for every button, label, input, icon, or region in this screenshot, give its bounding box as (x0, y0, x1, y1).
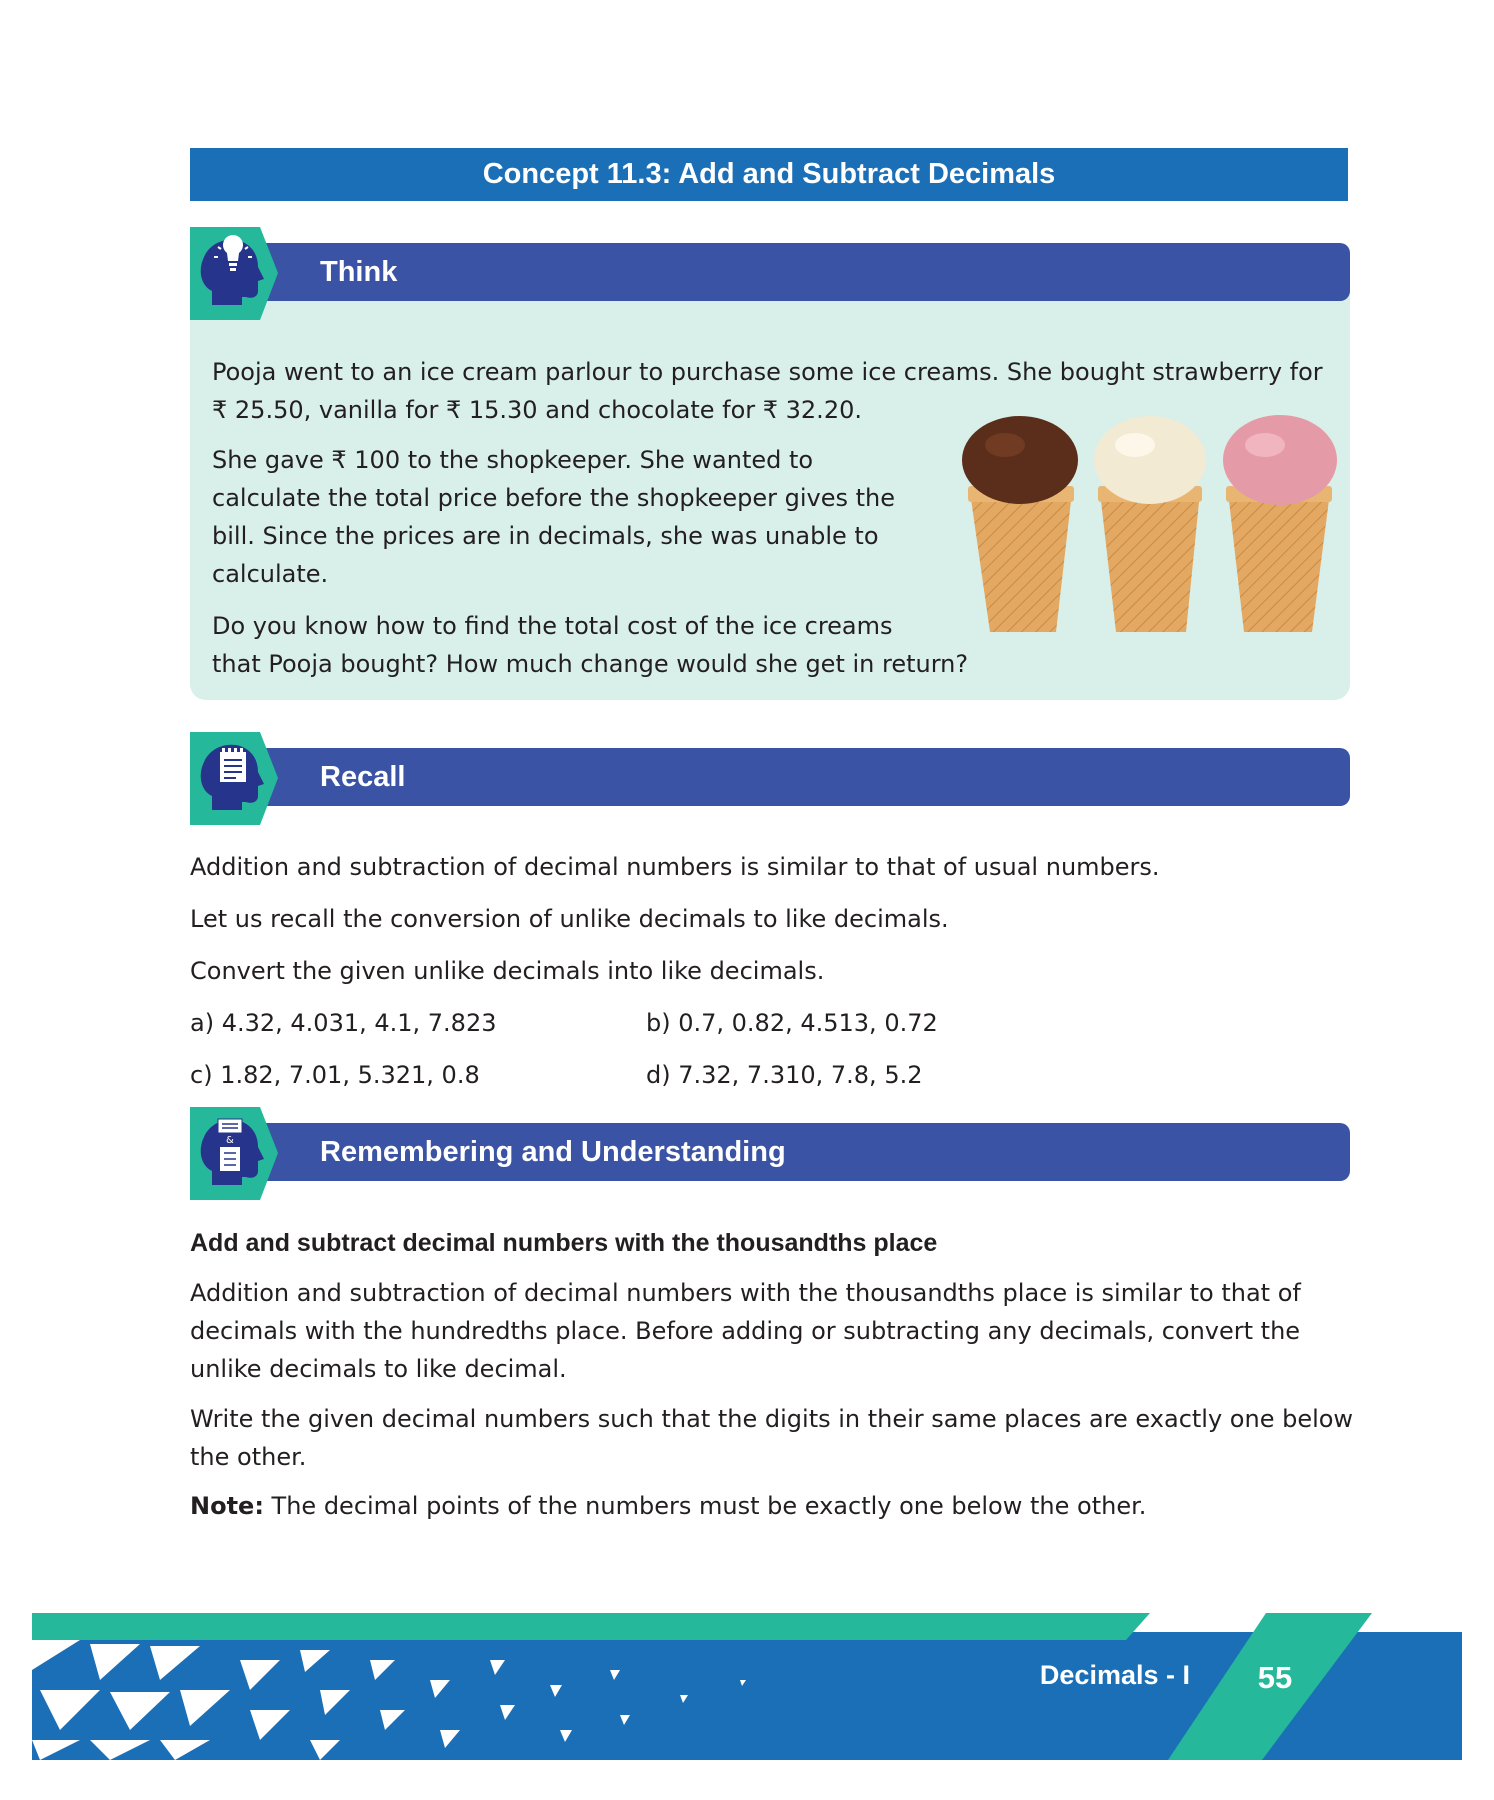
lightbulb-head-icon (190, 227, 278, 320)
concept-title: Concept 11.3: Add and Subtract Decimals (190, 148, 1348, 201)
think-p3-line: Do you know how to find the total cost of the ice creams (212, 612, 893, 640)
think-p2-line: She gave ₹ 100 to the shopkeeper. She wanted to (212, 446, 814, 474)
checklist-head-icon (190, 1107, 278, 1200)
think-paragraph-1: Pooja went to an ice cream parlour to purchase some ice creams. She bought strawberry for ₹ 25.50, vanilla for ₹ 15.30 and chocolate for ₹ 32.20. (212, 358, 1323, 424)
remember-subheading: Add and subtract decimal numbers with the thousandths place (190, 1229, 938, 1257)
remember-paragraph-1: Addition and subtraction of decimal numbers with the thousandths place is similar to that of decimals with the hundredths place. Before adding or subtracting any decimals, convert the unlike decimals to like decimal. (190, 1279, 1301, 1383)
notepad-head-icon (190, 732, 278, 825)
exercise-c: c) 1.82, 7.01, 5.321, 0.8 (190, 1061, 480, 1089)
page-number: 55 (1257, 1660, 1293, 1695)
think-p2-line: calculate the total price before the shopkeeper gives the (212, 484, 896, 512)
remember-note (190, 1487, 1360, 1525)
recall-line-2: Let us recall the conversion of unlike decimals to like decimals. (190, 905, 949, 933)
note-text: The decimal points of the numbers must be exactly one below the other. (263, 1492, 1147, 1520)
cone-vanilla (1094, 416, 1206, 632)
think-heading: Think (320, 255, 398, 288)
cone-chocolate (962, 416, 1078, 632)
footer-band (0, 1600, 1494, 1800)
svg-text:&: & (226, 1135, 234, 1146)
exercise-b: b) 0.7, 0.82, 4.513, 0.72 (646, 1009, 938, 1037)
recall-line-3: Convert the given unlike decimals into like decimals. (190, 957, 825, 985)
remember-heading: Remembering and Understanding (320, 1135, 786, 1168)
exercise-d: d) 7.32, 7.310, 7.8, 5.2 (646, 1061, 923, 1089)
remember-paragraph-2: Write the given decimal numbers such that the digits in their same places are exactly one below the other. (190, 1405, 1354, 1471)
exercise-a: a) 4.32, 4.031, 4.1, 7.823 (190, 1009, 497, 1037)
cone-strawberry (1223, 415, 1337, 632)
recall-heading-bar (262, 748, 1350, 806)
think-heading-bar (262, 243, 1350, 301)
think-p2-line: calculate. (212, 560, 329, 588)
ice-cream-cones-image (960, 410, 1340, 640)
remember-heading-bar (262, 1123, 1350, 1181)
footer-chapter-title: Decimals - I (1039, 1660, 1190, 1690)
recall-line-1: Addition and subtraction of decimal numbers is similar to that of usual numbers. (190, 853, 1160, 881)
think-p3-line: that Pooja bought? How much change would she get in return? (212, 650, 969, 678)
note-label: Note: (190, 1492, 264, 1520)
think-p2-line: bill. Since the prices are in decimals, she was unable to (212, 522, 879, 550)
recall-heading: Recall (320, 760, 406, 793)
think-paragraph-2 (212, 441, 972, 593)
